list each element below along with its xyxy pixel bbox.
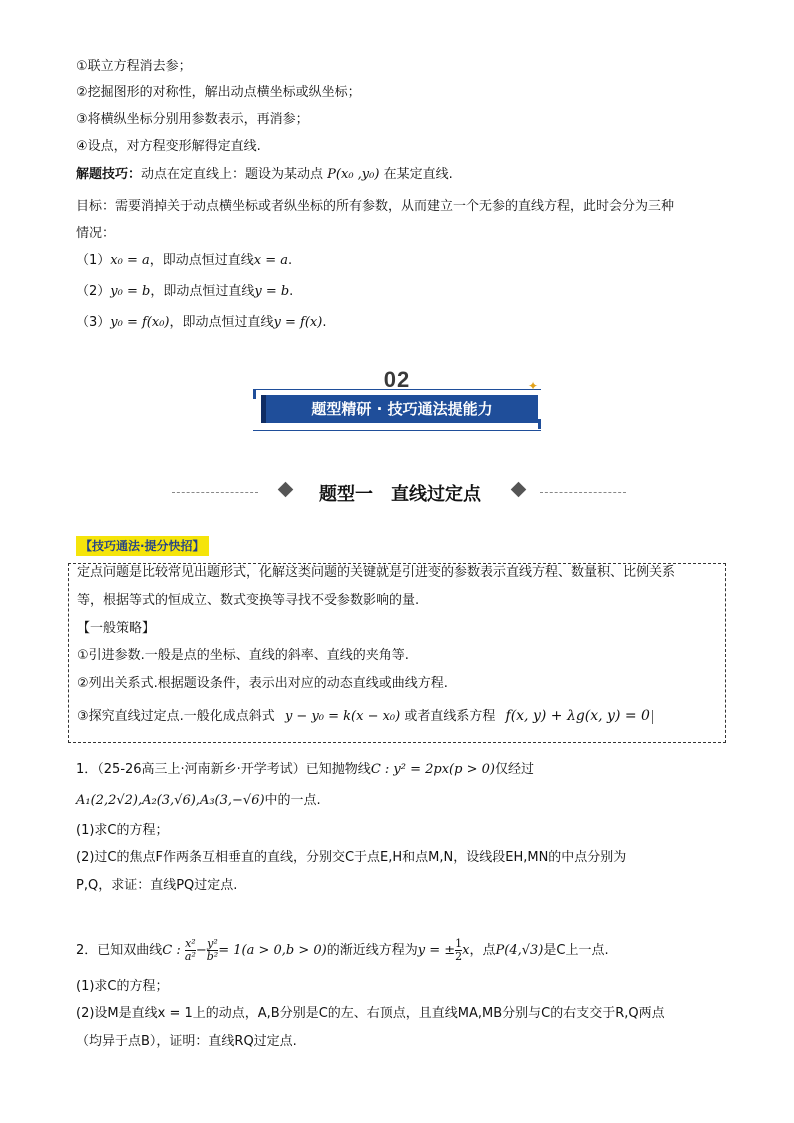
case-mid: ，即动点恒过直线 xyxy=(150,284,255,299)
problem-1-points-line xyxy=(76,792,321,810)
box-intro-2: 等，根据等式的恒成立、数式变换等寻找不受参数影响的量. xyxy=(77,593,420,608)
type-title: 题型一 直线过定点 xyxy=(319,484,481,505)
case-end: . xyxy=(288,253,293,268)
goal-line-1: 目标：需要消掉关于动点横坐标或者纵坐标的所有参数，从而建立一个无参的直线方程，此时会分为三种 xyxy=(76,199,675,214)
diamond-icon xyxy=(511,482,527,498)
hyperbola-equation-rest: = 1(a > 0,b > 0) xyxy=(218,943,327,958)
case-mid: ，即动点恒过直线 xyxy=(149,253,254,268)
type-heading xyxy=(0,478,794,508)
divider xyxy=(540,492,626,493)
problem-2-head: 2．已知双曲线C : $\frac{\text{x²}}{\text{a²}}$ − $\frac{\text{y²}}{\text{b²}}$ = 1(a > 0,b > 0)的渐近线方程为y = ± $\frac{1}{2}$ x，点P(4,√3)是C上一点. xyxy=(76,937,609,963)
parabola-equation: C : y² = 2px(p > 0) xyxy=(370,762,495,777)
hyperbola-point: P(4,√3) xyxy=(495,943,544,958)
goal-line-2: 情况： xyxy=(76,226,116,241)
case-mid: ，即动点恒过直线 xyxy=(169,315,274,330)
text-cursor xyxy=(652,710,653,724)
strategy-3-mid: 或者直线系方程 xyxy=(404,709,496,724)
problem-1-q1: (1)求C的方程； xyxy=(76,823,169,838)
fraction-y xyxy=(207,938,218,963)
line-system-equation: f(x, y) + λg(x, y) = 0 xyxy=(505,708,650,724)
fraction-denominator: 2 xyxy=(455,950,463,963)
asymptote-text: 的渐近线方程为 xyxy=(326,943,418,958)
point-text: ，点 xyxy=(469,943,496,958)
step-3: ③将横纵坐标分别用参数表示，再消参； xyxy=(76,112,309,127)
problem-1-q2-line-1: (2)过C的焦点F作两条互相垂直的直线，分别交C于点E,H和点M,N，设线段EH,MN的中点分别为 xyxy=(76,850,627,865)
problem-1-source: 1．（25-26高三上·河南新乡·开学考试）已知抛物线 xyxy=(76,762,371,777)
box-intro-1: 定点问题是比较常见出题形式，化解这类问题的关键就是引进变的参数表示直线方程、数量积、比例关系 xyxy=(77,565,676,580)
case-1 xyxy=(76,252,292,270)
case-end: . xyxy=(322,315,327,330)
hyperbola-label: C : xyxy=(162,943,181,958)
problem-1-head xyxy=(76,761,534,779)
fraction-denominator: b² xyxy=(206,950,219,963)
banner-corner xyxy=(253,389,256,399)
case-cond: x₀ = a xyxy=(110,253,150,268)
case-eq: y = b xyxy=(254,284,290,299)
point-slope-equation: y − y₀ = k(x − x₀) xyxy=(284,709,401,724)
fraction-numerator: 1 xyxy=(455,937,463,950)
case-3 xyxy=(76,314,326,332)
step-4: ④设点，对方程变形解得定直线. xyxy=(76,139,261,154)
technique-end: 在某定直线. xyxy=(383,167,453,182)
section-banner: 题型精研 · 技巧通法提能力 xyxy=(261,395,538,423)
banner-corner xyxy=(538,419,541,429)
point-end: 是C上一点. xyxy=(543,943,609,958)
step-2: ②挖掘图形的对称性，解出动点横坐标或纵坐标； xyxy=(76,85,361,100)
problem-1-points: A₁(2,2√2),A₂(3,√6),A₃(3,−√6) xyxy=(76,793,265,808)
strategy-title: 【一般策略】 xyxy=(77,621,156,636)
problem-1-head-end: 仅经过 xyxy=(494,762,534,777)
fraction-denominator: a² xyxy=(184,950,196,963)
problem-2-head-text: 2．已知双曲线 xyxy=(76,943,163,958)
strategy-2: ②列出关系式.根据题设条件，表示出对应的动态直线或曲线方程. xyxy=(77,676,448,691)
case-2 xyxy=(76,283,293,301)
case-eq: x = a xyxy=(253,253,288,268)
problem-1-q2-line-2: P,Q，求证：直线PQ过定点. xyxy=(76,878,238,893)
tip-tag: 【技巧通法·提分快招】 xyxy=(76,536,209,556)
problem-2-q2-line-2: （均异于点B），证明：直线RQ过定点. xyxy=(76,1034,297,1049)
case-num: （2） xyxy=(76,284,111,299)
asymptote-pre: y = ± xyxy=(417,943,456,958)
divider xyxy=(172,492,258,493)
section-number: 02 xyxy=(383,367,411,392)
technique-line xyxy=(76,166,453,184)
case-eq: y = f(x) xyxy=(273,315,323,330)
asymptote-post: x xyxy=(462,943,470,958)
fraction-numerator: x² xyxy=(185,937,196,950)
case-end: . xyxy=(289,284,294,299)
problem-2-q1: (1)求C的方程； xyxy=(76,979,169,994)
strategy-3 xyxy=(77,707,653,726)
fraction-x xyxy=(185,938,196,963)
technique-text: 动点在定直线上：题设为某动点 xyxy=(141,167,324,182)
strategy-box xyxy=(68,563,726,743)
fraction-numerator: y² xyxy=(207,937,218,950)
problem-1-points-end: 中的一点. xyxy=(264,793,321,808)
strategy-3-text: ③探究直线过定点.一般化成点斜式 xyxy=(77,709,275,724)
technique-label: 解题技巧： xyxy=(76,167,142,182)
case-num: （1） xyxy=(76,253,111,268)
technique-point: P(x₀ ,y₀) xyxy=(327,167,380,182)
case-num: （3） xyxy=(76,315,111,330)
step-1: ①联立方程消去参； xyxy=(76,59,192,74)
case-cond: y₀ = f(x₀) xyxy=(110,315,170,330)
strategy-1: ①引进参数.一般是点的坐标、直线的斜率、直线的夹角等. xyxy=(77,648,409,663)
sparkle-icon: ✦ xyxy=(528,379,539,393)
diamond-icon xyxy=(278,482,294,498)
case-cond: y₀ = b xyxy=(110,284,151,299)
problem-2-q2-line-1: (2)设M是直线x = 1上的动点，A,B分别是C的左、右顶点，且直线MA,MB分别与C的右支交于R,Q两点 xyxy=(76,1006,665,1021)
